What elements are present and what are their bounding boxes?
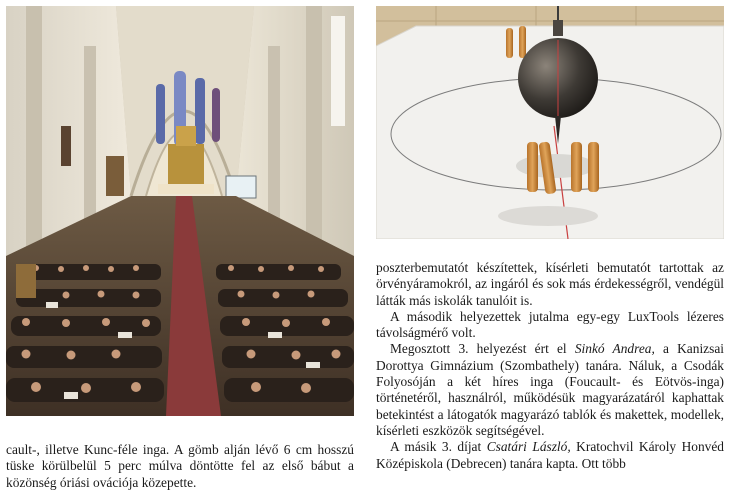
p4-teacher-name: Csatári László, bbox=[486, 439, 571, 455]
p3-text-rest: a Kanizsai Dorottya Gimnázium (Szombathely) tanára. Náluk, a Csodák Folyosóján a két híres inga (Foucault- és Eötvös-inga) történetéről, használról, működésük magyarázatáról kaphattak betekintést a látogatók magyarázó tablók és makettek, modellek, kísérleti eszközök segítségével. bbox=[376, 341, 724, 438]
p4-text-start: A másik 3. díjat bbox=[390, 439, 487, 455]
church-interior-illustration bbox=[6, 6, 354, 416]
left-text-column bbox=[6, 442, 354, 491]
p4-text-rest: Kratochvil Károly Honvéd Középiskola (Debrecen) tanára kapta. Ott több bbox=[376, 439, 724, 471]
right-text-column bbox=[376, 260, 724, 472]
p3-text-start: Megosztott 3. helyezést ért el bbox=[390, 341, 575, 357]
right-paragraph-4 bbox=[376, 439, 724, 472]
pendulum-illustration bbox=[376, 6, 724, 239]
right-paragraph-2: A második helyezettek jutalma egy-egy LuxTools lézeres távolságmérő volt. bbox=[376, 308, 724, 341]
right-paragraph-3 bbox=[376, 341, 724, 439]
pendulum-photo bbox=[376, 6, 724, 239]
left-paragraph-1: cault-, illetve Kunc-féle inga. A gömb alján lévő 6 cm hosszú tüske körülbelül 5 perc múlva döntötte fel az első bábut a közönség óriási ovációja közepette. bbox=[6, 442, 354, 490]
p3-teacher-name: Sinkó Andrea, bbox=[574, 341, 655, 357]
church-interior-photo bbox=[6, 6, 354, 416]
right-paragraph-1: poszterbemutatót készítettek, kísérleti bemutatót tartottak az örvényáramokról, az ingáról és sok más érdekességről, vendégül látták más iskolák tanulóit is. bbox=[376, 260, 724, 308]
